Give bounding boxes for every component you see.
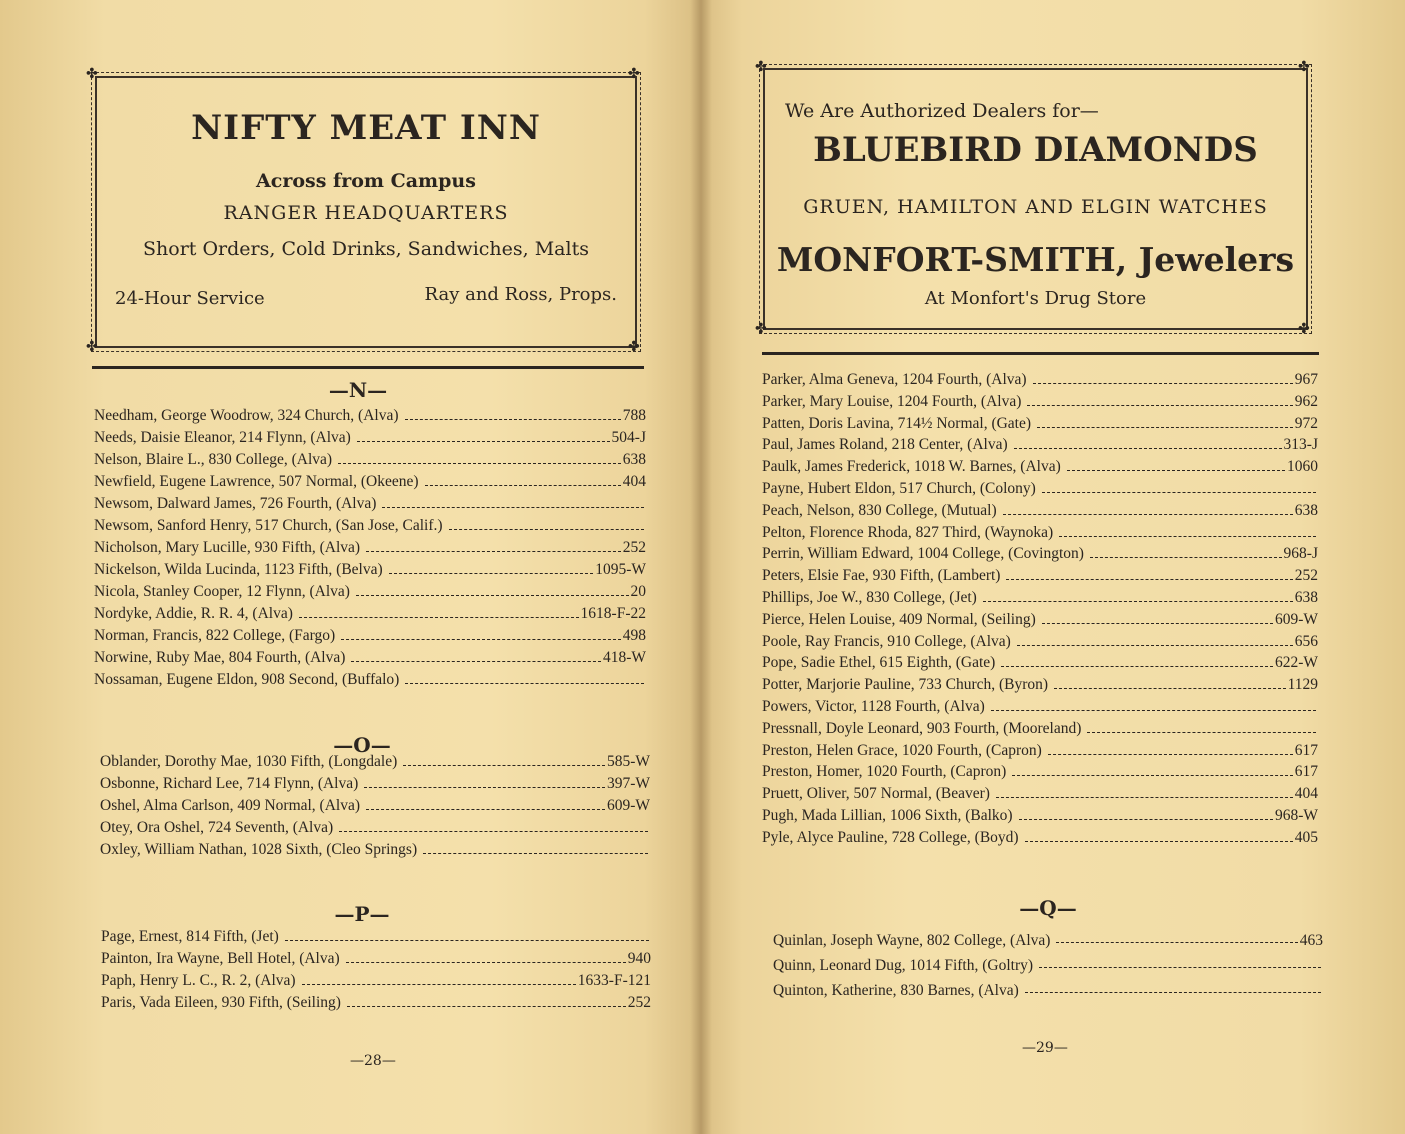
list-item [762,696,1318,718]
ad-intro: We Are Authorized Dealers for— [785,100,1099,122]
leader-dots [449,517,644,530]
entry-phone: 617 [1294,763,1318,781]
entry-phone [644,493,646,515]
list-item [762,827,1318,849]
list-item [94,669,646,691]
leader-dots [366,539,621,552]
corner-ornament: ✤ [86,339,98,355]
entry-phone: 313-J [1283,436,1318,454]
entry-name: Payne, Hubert Eldon, 517 Church, (Colony) [762,479,1036,497]
entry-phone: 1095-W [595,561,646,578]
entry-name: Peach, Nelson, 830 College, (Mutual) [762,501,997,519]
entry-name: Norwine, Ruby Mae, 804 Fourth, (Alva) [94,649,346,666]
ad-title: BLUEBIRD DIAMONDS [813,130,1258,170]
ad-title-2: MONFORT-SMITH, Jewelers [776,240,1295,279]
leader-dots [1014,436,1282,449]
list-item [94,559,646,581]
leader-dots [339,819,648,832]
entry-phone: 962 [1294,392,1318,410]
entry-name: Quinn, Leonard Dug, 1014 Fifth, (Goltry) [773,957,1034,974]
entry-name: Needs, Daisie Eleanor, 214 Flynn, (Alva) [94,429,351,446]
leader-dots [996,785,1293,798]
entry-phone [1316,718,1318,740]
corner-ornament: ✤ [628,339,640,355]
list-item [762,565,1318,587]
leader-dots [1039,955,1321,968]
entry-name: Preston, Homer, 1020 Fourth, (Capron) [762,763,1007,781]
entry-name: Parker, Mary Louise, 1204 Fourth, (Alva) [762,392,1022,410]
entry-name: Paph, Henry L. C., R. 2, (Alva) [101,972,296,989]
entry-name: Painton, Ira Wayne, Bell Hotel, (Alva) [101,950,340,967]
ad-line: RANGER HEADQUARTERS [223,202,509,224]
entry-phone: 609-W [606,797,650,814]
entry-name: Powers, Victor, 1128 Fourth, (Alva) [762,697,985,715]
entry-name: Paris, Vada Eileen, 930 Fifth, (Seiling) [101,994,341,1011]
leader-dots [1042,480,1316,493]
entry-phone: 20 [630,583,646,600]
leader-dots [1003,502,1293,515]
entry-name: Otey, Ora Oshel, 724 Seventh, (Alva) [100,819,334,836]
list-item [100,751,650,773]
entry-phone [648,839,650,861]
entry-phone: 404 [1294,785,1318,803]
leader-dots [1006,567,1292,580]
list-item [762,740,1318,762]
list-item [94,427,646,449]
leader-dots [302,972,576,985]
list-item [100,795,650,817]
entry-phone [644,669,646,691]
entry-name: Newsom, Dalward James, 726 Fourth, (Alva) [94,495,377,512]
entry-phone: 1618-F-22 [580,605,646,622]
entry-phone: 1129 [1287,676,1318,694]
leader-dots [1017,633,1293,646]
entry-phone: 617 [1294,741,1318,759]
entry-list-n [94,405,646,691]
entry-phone: 940 [627,950,651,967]
entry-name: Nickelson, Wilda Lucinda, 1123 Fifth, (Belva) [94,561,383,578]
list-item [762,587,1318,609]
entry-phone [1316,478,1318,500]
entry-phone: 638 [1294,588,1318,606]
entry-phone: 504-J [611,429,646,446]
list-item [762,413,1318,435]
entry-phone: 968-W [1274,806,1318,824]
list-item [94,581,646,603]
entry-name: Pope, Sadie Ethel, 615 Eighth, (Gate) [762,654,996,672]
list-item [94,405,646,427]
entry-name: Pyle, Alyce Pauline, 728 College, (Boyd) [762,828,1019,846]
entry-phone: 638 [622,451,646,468]
leader-dots [405,407,621,420]
leader-dots [364,775,605,788]
ad-line: Short Orders, Cold Drinks, Sandwiches, Malts [143,238,589,260]
list-item [94,537,646,559]
list-item [762,674,1318,696]
list-item [94,493,646,515]
ad-line: At Monfort's Drug Store [924,288,1147,309]
leader-dots [991,698,1316,711]
divider-rule [92,366,644,369]
leader-dots [389,561,594,574]
list-item [773,953,1323,978]
leader-dots [1087,720,1316,733]
entry-phone: 252 [627,994,651,1011]
entry-name: Nicola, Stanley Cooper, 12 Flynn, (Alva) [94,583,350,600]
list-item [762,543,1318,565]
entry-phone [649,926,651,948]
entry-phone [644,515,646,537]
leader-dots [1048,742,1293,755]
page-number: —28— [350,1053,396,1069]
entry-phone: 968-J [1283,545,1318,563]
entry-phone: 252 [622,539,646,556]
entry-name: Quinton, Katherine, 830 Barnes, (Alva) [773,982,1019,999]
list-item [100,817,650,839]
leader-dots [405,671,644,684]
entry-phone: 967 [1294,371,1318,388]
entry-phone: 252 [1294,567,1318,585]
list-item [762,631,1318,653]
entry-phone [1316,696,1318,718]
list-item [100,773,650,795]
entry-name: Needham, George Woodrow, 324 Church, (Alva) [94,407,399,424]
corner-ornament: ✤ [1298,59,1310,75]
list-item [94,603,646,625]
entry-phone: 622-W [1274,654,1318,672]
entry-phone: 972 [1294,414,1318,432]
corner-ornament: ✤ [755,59,767,75]
list-item [762,761,1318,783]
entry-phone: 463 [1299,932,1323,949]
list-item [762,652,1318,674]
entry-phone: 405 [1294,828,1318,846]
entry-phone [1321,978,1323,1003]
leader-dots [285,928,649,941]
entry-list-q [773,928,1323,1003]
leader-dots [1033,371,1293,384]
list-item [762,805,1318,827]
ad-subtitle: Across from Campus [256,170,476,192]
list-item [762,718,1318,740]
section-heading-q: —Q— [1019,896,1077,920]
leader-dots [347,994,626,1007]
ad-line: GRUEN, HAMILTON AND ELGIN WATCHES [803,196,1268,218]
leader-dots [425,473,621,486]
entry-name: Nordyke, Addie, R. R. 4, (Alva) [94,605,293,622]
list-item [762,500,1318,522]
leader-dots [1025,829,1293,842]
corner-ornament: ✤ [628,66,640,82]
entry-phone: 638 [1294,501,1318,519]
entry-name: Peters, Elsie Fae, 930 Fifth, (Lambert) [762,567,1001,585]
leader-dots [983,589,1293,602]
bluebird-diamonds-ad [763,68,1308,330]
entry-list-p-continued [762,369,1318,849]
leader-dots [299,605,579,618]
entry-name: Potter, Marjorie Pauline, 733 Church, (Byron) [762,676,1049,694]
list-item [94,625,646,647]
list-item [101,970,651,992]
section-heading-p: —P— [334,902,390,926]
entry-name: Poole, Ray Francis, 910 College, (Alva) [762,632,1011,650]
nifty-meat-inn-ad [95,76,637,348]
entry-phone [1316,522,1318,544]
divider-rule [762,352,1319,355]
list-item [94,471,646,493]
entry-name: Oxley, William Nathan, 1028 Sixth, (Cleo Springs) [100,841,418,858]
leader-dots [1054,676,1285,689]
entry-name: Norman, Francis, 822 College, (Fargo) [94,627,336,644]
entry-phone: 1060 [1287,458,1318,476]
list-item [762,522,1318,544]
entry-phone: 418-W [602,649,646,666]
list-item [773,978,1323,1003]
entry-phone: 788 [622,407,646,424]
entry-name: Patten, Doris Lavina, 714½ Normal, (Gate) [762,414,1032,432]
entry-name: Preston, Helen Grace, 1020 Fourth, (Capron) [762,741,1042,759]
page-number: —29— [1022,1040,1068,1056]
leader-dots [341,627,621,640]
list-item [762,434,1318,456]
ad-title: NIFTY MEAT INN [191,108,541,148]
entry-list-o [100,751,650,861]
entry-phone: 585-W [606,753,650,770]
leader-dots [351,649,601,662]
list-item [762,783,1318,805]
entry-phone: 609-W [1274,610,1318,628]
list-item [101,948,651,970]
entry-list-p [101,926,651,1014]
book-gutter [690,0,712,1134]
entry-name: Newsom, Sanford Henry, 517 Church, (San Jose, Calif.) [94,517,443,534]
entry-name: Pruett, Oliver, 507 Normal, (Beaver) [762,785,990,803]
entry-name: Pelton, Florence Rhoda, 827 Third, (Waynoka) [762,523,1054,541]
entry-name: Nelson, Blaire L., 830 College, (Alva) [94,451,333,468]
leader-dots [1056,930,1297,943]
corner-ornament: ✤ [1298,321,1310,337]
entry-name: Oblander, Dorothy Mae, 1030 Fifth, (Longdale) [100,753,398,770]
section-heading-n: —N— [328,378,388,402]
list-item [100,839,650,861]
entry-phone [1321,953,1323,978]
entry-phone: 397-W [606,775,650,792]
entry-name: Pierce, Helen Louise, 409 Normal, (Seiling) [762,610,1036,628]
entry-name: Paul, James Roland, 218 Center, (Alva) [762,436,1008,454]
corner-ornament: ✤ [86,66,98,82]
entry-name: Perrin, William Edward, 1004 College, (Covington) [762,545,1084,563]
entry-phone: 498 [622,627,646,644]
section-heading-o: —O— [333,733,391,757]
leader-dots [423,841,648,854]
leader-dots [1037,415,1293,428]
leader-dots [1042,611,1273,624]
list-item [94,647,646,669]
ad-footer-left: 24-Hour Service [115,288,265,309]
leader-dots [346,950,626,963]
leader-dots [1012,763,1292,776]
entry-phone: 404 [622,473,646,490]
leader-dots [366,797,605,810]
leader-dots [338,451,621,464]
entry-name: Pugh, Mada Lillian, 1006 Sixth, (Balko) [762,806,1013,824]
list-item [773,928,1323,953]
leader-dots [382,495,644,508]
list-item [101,926,651,948]
entry-name: Paulk, James Frederick, 1018 W. Barnes, (Alva) [762,458,1061,476]
entry-phone: 1633-F-121 [577,972,651,989]
entry-name: Oshel, Alma Carlson, 409 Normal, (Alva) [100,797,361,814]
list-item [762,369,1318,391]
right-page [700,0,1405,1134]
entry-name: Page, Ernest, 814 Fifth, (Jet) [101,928,279,945]
leader-dots [1067,458,1285,471]
entry-name: Quinlan, Joseph Wayne, 802 College, (Alva) [773,932,1051,949]
leader-dots [1025,980,1321,993]
entry-name: Pressnall, Doyle Leonard, 903 Fourth, (Mooreland) [762,719,1082,737]
leader-dots [1027,393,1292,406]
leader-dots [1090,545,1282,558]
entry-phone: 656 [1294,632,1318,650]
list-item [94,449,646,471]
entry-name: Nossaman, Eugene Eldon, 908 Second, (Buffalo) [94,671,400,688]
leader-dots [357,429,610,442]
list-item [762,456,1318,478]
leader-dots [1001,654,1273,667]
leader-dots [356,583,629,596]
leader-dots [1019,807,1273,820]
list-item [101,992,651,1014]
ad-footer-right: Ray and Ross, Props. [424,284,617,305]
entry-name: Parker, Alma Geneva, 1204 Fourth, (Alva) [762,371,1027,388]
list-item [762,478,1318,500]
corner-ornament: ✤ [755,321,767,337]
entry-name: Osbonne, Richard Lee, 714 Flynn, (Alva) [100,775,359,792]
leader-dots [1059,524,1316,537]
entry-name: Newfield, Eugene Lawrence, 507 Normal, (Okeene) [94,473,419,490]
left-page [0,0,700,1134]
entry-phone [648,817,650,839]
list-item [94,515,646,537]
entry-name: Phillips, Joe W., 830 College, (Jet) [762,588,977,606]
leader-dots [403,753,605,766]
list-item [762,609,1318,631]
entry-name: Nicholson, Mary Lucille, 930 Fifth, (Alva) [94,539,361,556]
list-item [762,391,1318,413]
